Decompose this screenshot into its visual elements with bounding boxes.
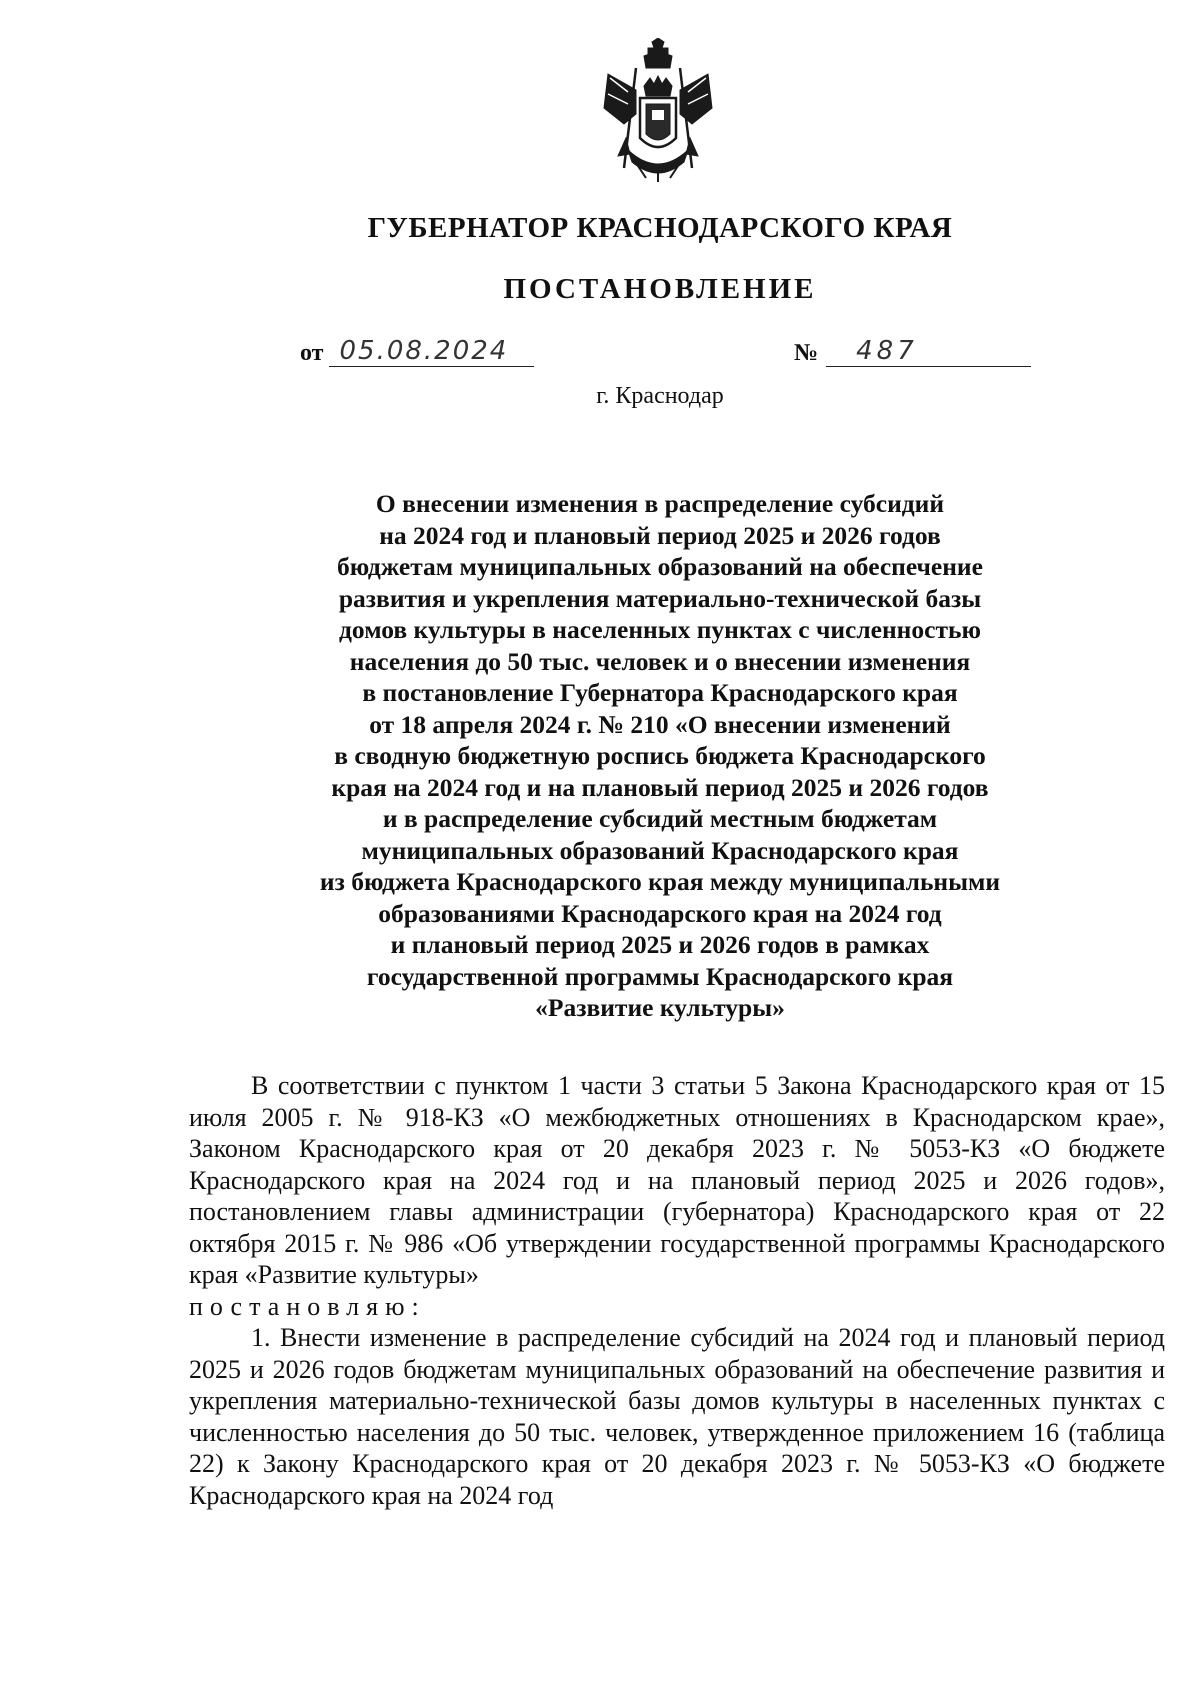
date-value: 05.08.2024 <box>329 336 534 367</box>
issuing-authority: ГУБЕРНАТОР КРАСНОДАРСКОГО КРАЯ <box>367 212 953 244</box>
title-line: в сводную бюджетную роспись бюджета Краснодарского <box>334 741 986 770</box>
document-number <box>794 336 1031 367</box>
title-line: муниципальных образований Краснодарского края <box>361 835 959 865</box>
item-1-paragraph: 1. Внести изменение в распределение субсидий на 2024 год и плановый период 2025 и 2026 годов бюджетам муниципальных образований на обеспечение развития и укрепления материально-технической базы домов культуры в населенных пунктах с численностью населения до 50 тыс. человек, утвержденное приложением 16 (таблица 22) к Закону Краснодарского края от 20 декабря 2023 г. № 5053-КЗ «О бюджете Краснодарского края на 2024 год <box>189 1323 1165 1510</box>
document-title <box>250 488 1070 1024</box>
title-line: образованиями Краснодарского края на 2024 год <box>378 898 942 928</box>
document-date <box>300 336 534 367</box>
coat-of-arms-emblem <box>598 38 718 184</box>
document-body <box>189 1070 1165 1511</box>
date-prefix: от <box>300 340 324 366</box>
number-value: 487 <box>826 336 1031 367</box>
title-line: государственной программы Краснодарского края <box>366 961 954 991</box>
city-name: г. Краснодар <box>596 383 724 409</box>
title-line: на 2024 год и плановый период 2025 и 2026 годов <box>379 520 941 550</box>
resolve-word: постановляю: <box>189 1291 426 1321</box>
number-prefix: № <box>794 340 819 366</box>
title-line: и в распределение субсидий местным бюджетам <box>382 804 938 833</box>
title-line: от 18 апреля 2024 г. № 210 «О внесении изменений <box>369 709 951 739</box>
title-line: домов культуры в населенных пунктах с численностью <box>339 615 981 644</box>
title-line: в постановление Губернатора Краснодарского края <box>362 678 958 707</box>
title-line: развития и укрепления материально-технической базы <box>338 583 982 613</box>
document-type: ПОСТАНОВЛЕНИЕ <box>503 273 817 305</box>
title-line: О внесении изменения в распределение субсидий <box>375 489 945 518</box>
preamble-paragraph <box>189 1070 1165 1322</box>
title-line: и плановый период 2025 и 2026 годов в рамках <box>390 930 930 959</box>
title-line: края на 2024 год и на плановый период 2025 и 2026 годов <box>331 772 989 802</box>
preamble-text: В соответствии с пунктом 1 части 3 статьи 5 Закона Краснодарского края от 15 июля 2005 г. № 918-КЗ «О межбюджетных отношениях в Краснодарском крае», Законом Краснодарского края от 20 декабря 2023 г. № 5053-КЗ «О бюджете Краснодарского края на 2024 год и на плановый период 2025 и 2026 годов», постановлением главы администрации (губернатора) Краснодарского края от 22 октября 2015 г. № 986 «Об утверждении государственной программы Краснодарского края «Развитие культуры» <box>189 1071 1165 1289</box>
title-line: бюджетам муниципальных образований на обеспечение <box>337 552 983 581</box>
title-line: из бюджета Краснодарского края между муниципальными <box>319 867 1001 896</box>
title-line: населения до 50 тыс. человек и о внесении изменения <box>349 646 971 676</box>
title-line: «Развитие культуры» <box>535 993 785 1022</box>
